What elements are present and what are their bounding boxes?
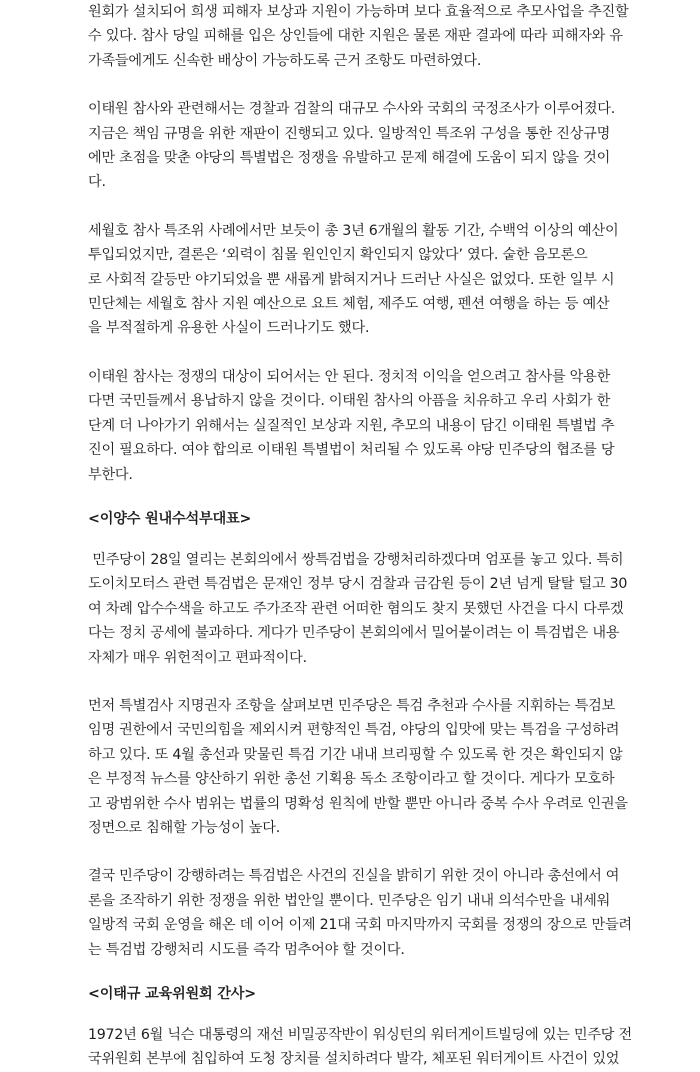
text-line: 1972년 6월 닉슨 대통령의 재선 비밀공작반이 워싱턴의 워터게이트빌딩에 있는 민주당 전: [88, 1027, 632, 1043]
text-line: 이태원 참사와 관련해서는 경찰과 검찰의 대규모 수사와 국회의 국정조사가 이루어졌다.: [88, 101, 615, 118]
section-heading-lee-yangsu: <이양수 원내수석부대표>: [88, 510, 252, 527]
text-line: 을 부적절하게 유용한 사실이 드러나기도 했다.: [88, 320, 370, 337]
text-line: 부한다.: [88, 466, 133, 483]
text-line: 국위원회 본부에 침입하여 도청 장치를 설치하려다 발각, 체포된 워터게이트 사건이 있었: [88, 1051, 620, 1068]
paragraph-8: [88, 1023, 632, 1072]
text-line: 민주당이 28일 열리는 본회의에서 쌍특검법을 강행처리하겠다며 엄포를 놓고 있다. 특히: [88, 551, 624, 568]
text-line: 로 사회적 갈등만 야기되었을 뿐 새롭게 밝혀지거나 드러난 사실은 없었다. 또한 일부 시: [88, 271, 615, 288]
text-line: 결국 민주당이 강행하려는 특검법은 사건의 진실을 밝히기 위한 것이 아니라 총선에서 여: [88, 868, 620, 885]
paragraph-6: [88, 694, 628, 840]
text-line: 이태원 참사는 정쟁의 대상이 되어서는 안 된다. 정치적 이익을 얻으려고 참사를 악용한: [88, 368, 611, 385]
section-heading-lee-taegyu: <이태규 교육위원회 간사>: [88, 986, 256, 1002]
text-line: 다.: [88, 174, 106, 191]
text-line: 다면 국민들께서 용납하지 않을 것이다. 이태원 참사의 아픔을 치유하고 우리 사회가 한: [88, 393, 611, 410]
text-line: 는 특검법 강행처리 시도를 즉각 멈추어야 할 것이다.: [88, 941, 405, 958]
text-line: 가족들에게도 신속한 배상이 가능하도록 근거 조항도 마련하였다.: [88, 52, 482, 69]
text-line: 은 부정적 뉴스를 양산하기 위한 총선 기획용 독소 조항이라고 할 것이다. 게다가 모호하: [88, 771, 615, 788]
text-line: 임명 권한에서 국민의힘을 제외시켜 편향적인 특검, 야당의 입맛에 맞는 특검을 구성하려: [88, 722, 620, 739]
paragraph-4: [88, 365, 615, 487]
text-line: 다는 정치 공세에 불과하다. 게다가 민주당이 본회의에서 밀어붙이려는 이 특검법은 내용: [88, 625, 620, 642]
text-line: 정면으로 침해할 가능성이 높다.: [88, 819, 280, 836]
paragraph-3: [88, 219, 619, 341]
paragraph-1: [88, 0, 629, 73]
paragraph-2: [88, 97, 615, 195]
text-line: 여 차례 압수수색을 하고도 주가조작 관련 어떠한 혐의도 찾지 못했던 사건을 다시 다루겠: [88, 600, 624, 617]
text-line: 일방적 국회 운영을 해온 데 이어 이제 21대 국회 마지막까지 국회를 정쟁의 장으로 만들려: [88, 917, 632, 934]
text-line: 수 있다. 참사 당일 피해를 입은 상인들에 대한 지원은 물론 재판 결과에 따라 피해자와 유: [88, 28, 623, 45]
text-line: 도이치모터스 관련 특검법은 문재인 정부 당시 검찰과 금감원 등이 2년 넘게 탈탈 털고 30: [88, 576, 628, 593]
text-line: 자체가 매우 위헌적이고 편파적이다.: [88, 649, 307, 666]
text-line: 에만 초점을 맞춘 야당의 특별법은 정쟁을 유발하고 문제 해결에 도움이 되지 않을 것이: [88, 150, 611, 167]
text-line: 론을 조작하기 위한 정쟁을 위한 법안일 뿐이다. 민주당은 임기 내내 의석수만을 내세워: [88, 892, 611, 909]
text-line: 하고 있다. 또 4월 총선과 맞물린 특검 기간 내내 브리핑할 수 있도록 한 것은 확인되지 않: [88, 746, 623, 763]
paragraph-5: [88, 548, 628, 670]
text-line: 세월호 참사 특조위 사례에서만 보듯이 총 3년 6개월의 활동 기간, 수백억 이상의 예산이: [88, 222, 619, 239]
text-line: 고 광범위한 수사 범위는 법률의 명확성 원칙에 반할 뿐만 아니라 중복 수사 우려로 인권을: [88, 795, 628, 812]
text-line: 먼저 특별검사 지명권자 조항을 살펴보면 민주당은 특검 추천과 수사를 지휘하는 특검보: [88, 697, 615, 714]
text-line: 원회가 설치되어 희생 피해자 보상과 지원이 가능하며 보다 효율적으로 추모사업을 추진할: [88, 4, 629, 20]
text-line: 민단체는 세월호 참사 지원 예산으로 요트 체험, 제주도 여행, 펜션 여행을 하는 등 예산: [88, 296, 610, 313]
text-line: 진이 필요하다. 여야 합의로 이태원 특별법이 처리될 수 있도록 야당 민주당의 협조를 당: [88, 442, 615, 459]
paragraph-7: [88, 864, 632, 962]
text-line: 지금은 책임 규명을 위한 재판이 진행되고 있다. 일방적인 특조위 구성을 통한 진상규명: [88, 125, 611, 142]
text-line: 투입되었지만, 결론은 ‘외력이 침몰 원인인지 확인되지 않았다’ 였다. 숱한 음모론으: [88, 247, 588, 264]
text-line: 단계 더 나아가기 위해서는 실질적인 보상과 지원, 추모의 내용이 담긴 이태원 특별법 추: [88, 417, 615, 434]
